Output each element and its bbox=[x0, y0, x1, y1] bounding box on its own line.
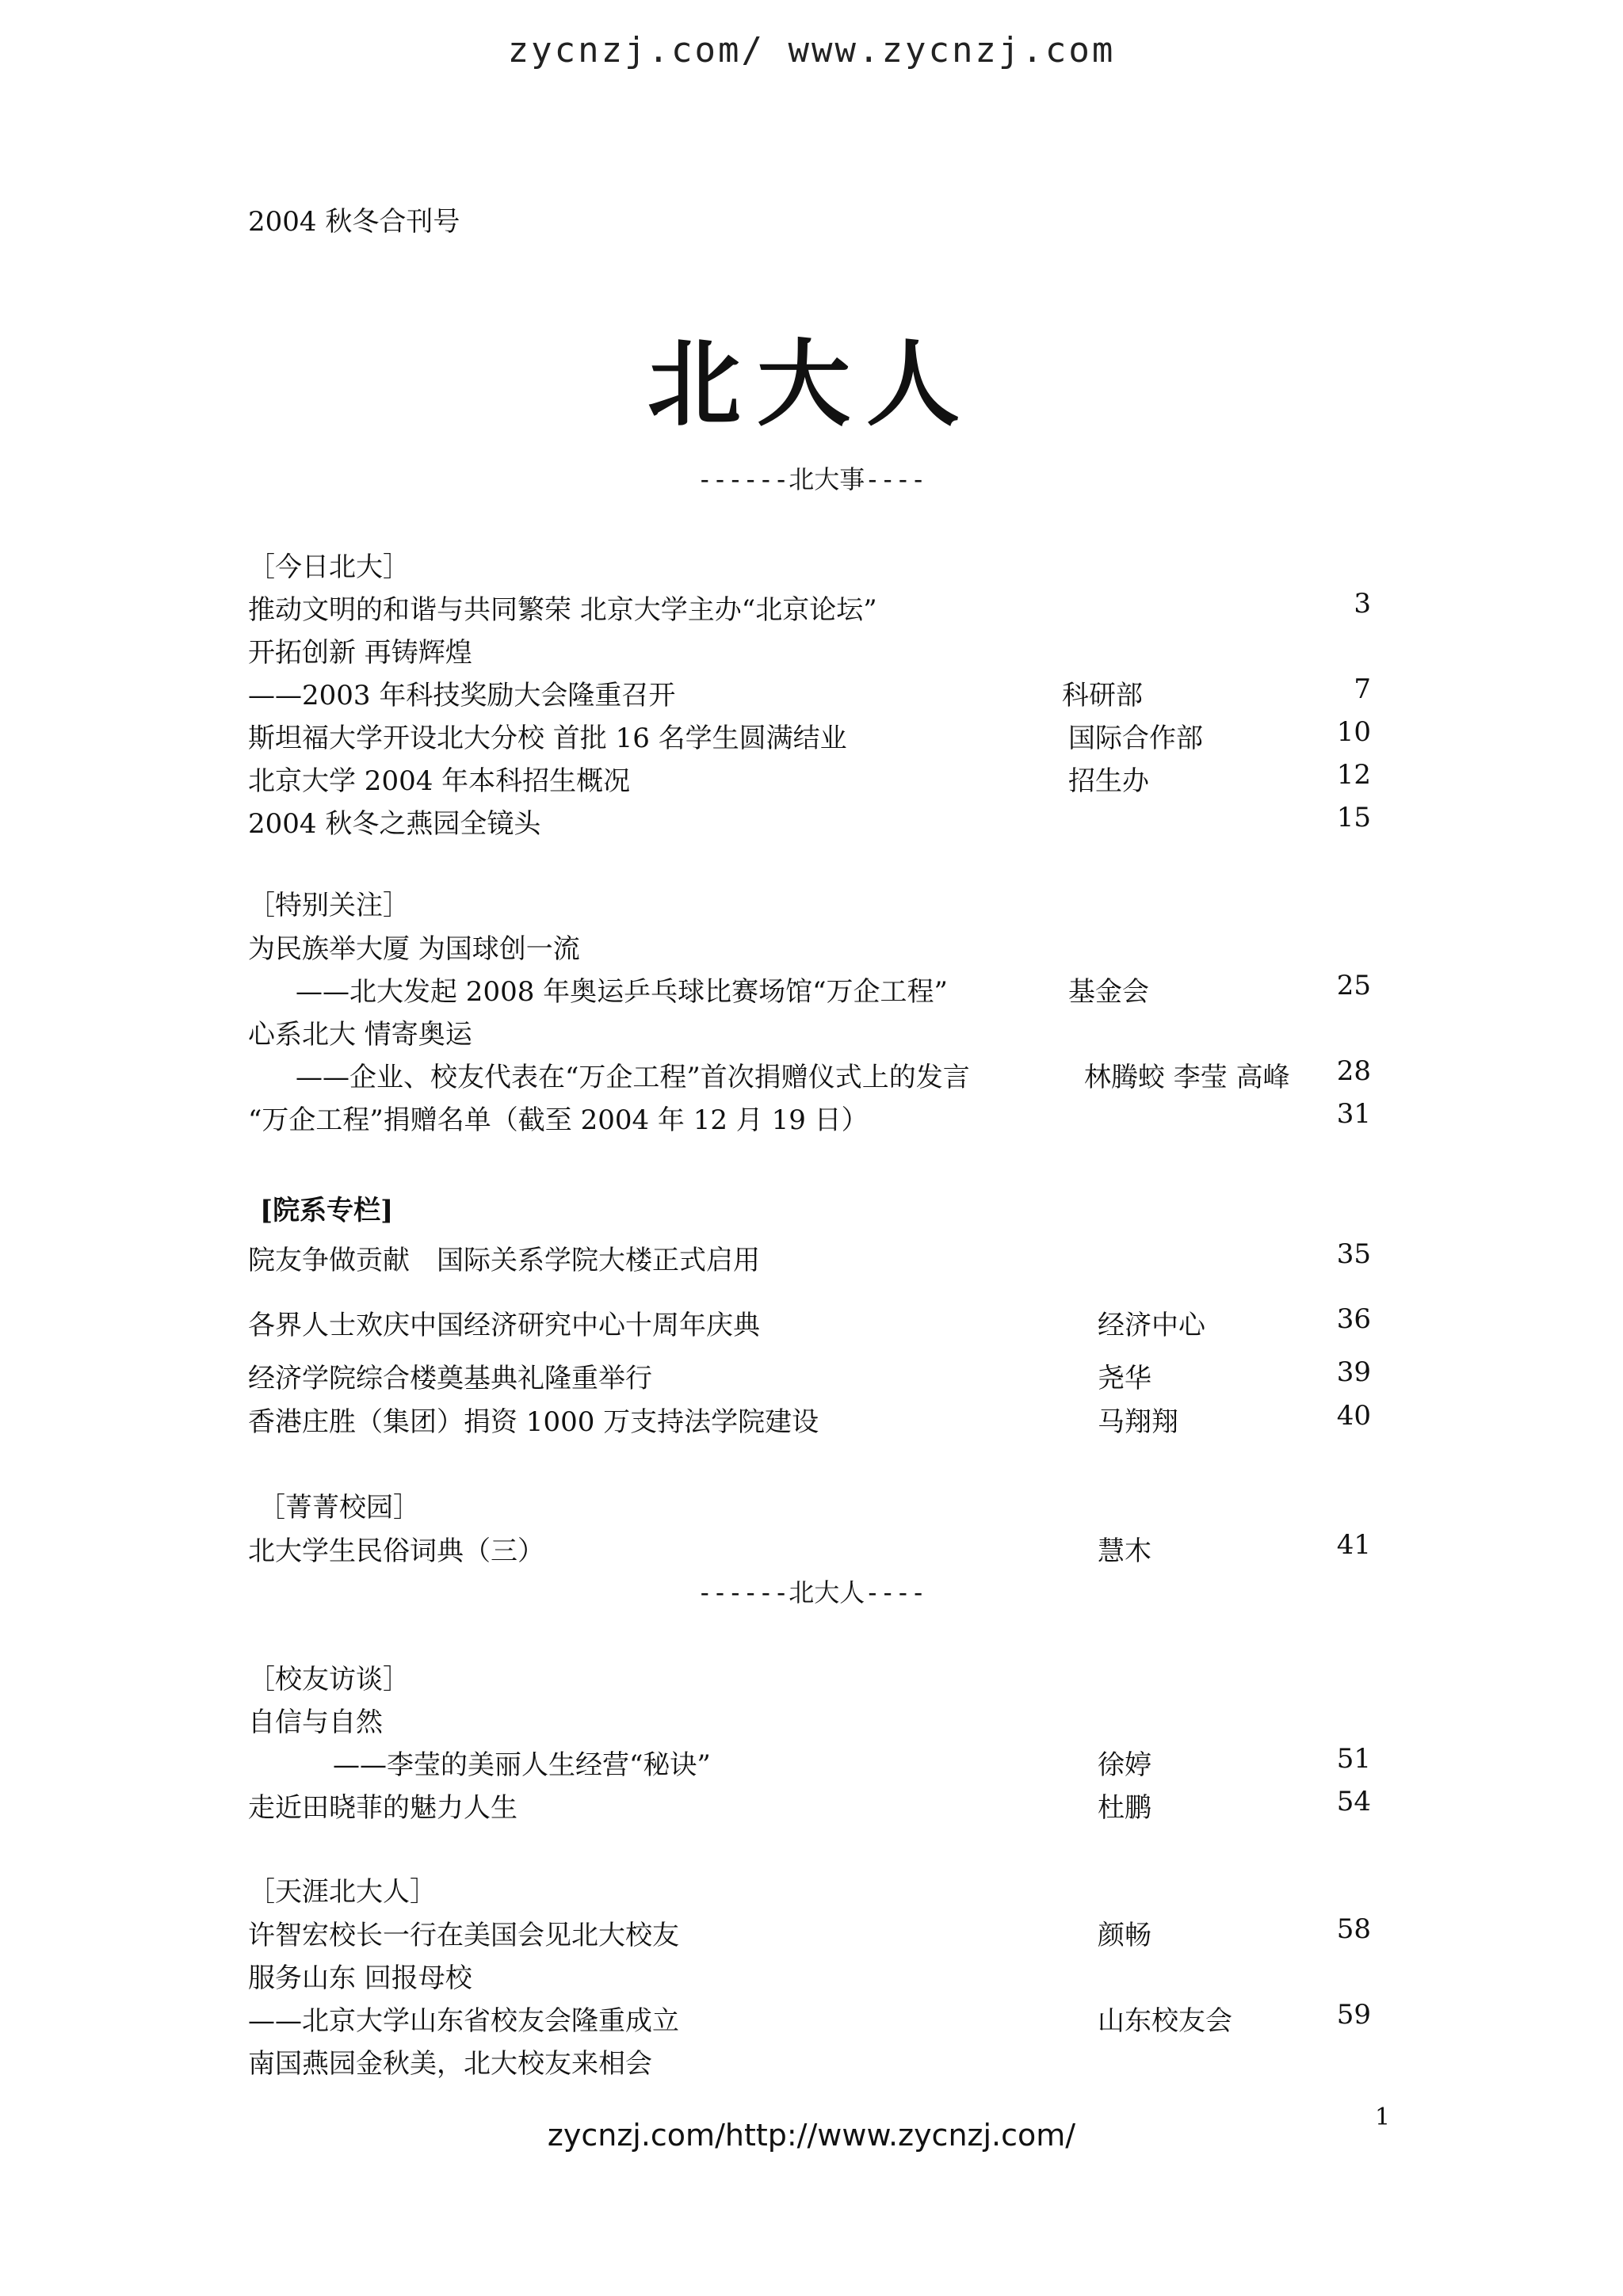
toc-entry-title: ——企业、校友代表在“万企工程”首次捐赠仪式上的发言 bbox=[296, 1062, 970, 1093]
toc-entry-page: 35 bbox=[1336, 1238, 1371, 1270]
issue-label: 2004 秋冬合刊号 bbox=[248, 206, 460, 238]
toc-entry-author: 科研部 bbox=[1062, 680, 1143, 711]
toc-entry-title: 心系北大 情寄奥运 bbox=[248, 1019, 472, 1051]
toc-entry-page: 10 bbox=[1336, 716, 1371, 748]
header-url: zycnzj.com/ www.zycnzj.com bbox=[507, 30, 1116, 71]
toc-entry-author: 杜鹏 bbox=[1098, 1792, 1151, 1824]
toc-entry-title: 服务山东 回报母校 bbox=[248, 1962, 472, 1994]
toc-entry-page: 12 bbox=[1336, 759, 1371, 791]
toc-entry-page: 58 bbox=[1336, 1913, 1371, 1945]
toc-entry-author: 林腾蛟 李莹 高峰 bbox=[1084, 1062, 1290, 1093]
toc-entry-page: 36 bbox=[1336, 1303, 1371, 1335]
toc-entry-page: 40 bbox=[1336, 1400, 1371, 1432]
divider-beida-shi: ------北大事---- bbox=[697, 464, 926, 494]
section-heading-interviews: ［校友访谈］ bbox=[248, 1664, 410, 1695]
toc-entry-title: 走近田晓菲的魅力人生 bbox=[248, 1792, 517, 1824]
toc-entry-title: 北京大学 2004 年本科招生概况 bbox=[248, 765, 631, 797]
toc-entry-author: 山东校友会 bbox=[1098, 2005, 1232, 2037]
toc-entry-title: 推动文明的和谐与共同繁荣 北京大学主办“北京论坛” bbox=[248, 594, 877, 626]
section-heading-special: ［特别关注］ bbox=[248, 890, 410, 921]
toc-entry-title: ——2003 年科技奖励大会隆重召开 bbox=[248, 680, 676, 711]
toc-entry-author: 基金会 bbox=[1068, 976, 1149, 1008]
toc-entry-title: 经济学院综合楼奠基典礼隆重举行 bbox=[248, 1363, 652, 1394]
toc-entry-page: 15 bbox=[1336, 802, 1371, 833]
toc-entry-author: 马翔翔 bbox=[1098, 1406, 1178, 1438]
toc-entry-title: 自信与自然 bbox=[248, 1707, 383, 1738]
toc-entry-title: 2004 秋冬之燕园全镜头 bbox=[248, 808, 541, 840]
toc-entry-author: 颜畅 bbox=[1098, 1920, 1151, 1951]
toc-entry-title: ——北京大学山东省校友会隆重成立 bbox=[248, 2005, 679, 2037]
toc-entry-page: 41 bbox=[1336, 1529, 1371, 1561]
toc-entry-author: 徐婷 bbox=[1098, 1749, 1151, 1781]
section-heading-campus: ［菁菁校园］ bbox=[258, 1492, 420, 1524]
toc-entry-page: 51 bbox=[1336, 1743, 1371, 1775]
toc-entry-author: 经济中心 bbox=[1098, 1310, 1205, 1341]
toc-entry-title: 南国燕园金秋美，北大校友来相会 bbox=[248, 2048, 652, 2080]
toc-entry-page: 31 bbox=[1336, 1098, 1371, 1130]
toc-entry-page: 3 bbox=[1354, 588, 1371, 620]
toc-entry-page: 39 bbox=[1336, 1356, 1371, 1388]
toc-entry-page: 7 bbox=[1354, 673, 1371, 705]
toc-entry-title: “万企工程”捐赠名单（截至 2004 年 12 月 19 日） bbox=[248, 1104, 869, 1136]
toc-entry-page: 54 bbox=[1336, 1786, 1371, 1817]
toc-entry-author: 国际合作部 bbox=[1068, 723, 1203, 754]
toc-entry-author: 慧木 bbox=[1098, 1535, 1151, 1567]
toc-entry-page: 25 bbox=[1336, 970, 1371, 1001]
toc-entry-title: 香港庄胜（集团）捐资 1000 万支持法学院建设 bbox=[248, 1406, 819, 1438]
toc-entry-title: 北大学生民俗词典（三） bbox=[248, 1535, 544, 1567]
toc-entry-author: 招生办 bbox=[1068, 765, 1149, 797]
toc-entry-title: 许智宏校长一行在美国会见北大校友 bbox=[248, 1920, 679, 1951]
toc-entry-author: 尧华 bbox=[1098, 1363, 1151, 1394]
toc-entry-title: 为民族举大厦 为国球创一流 bbox=[248, 933, 580, 965]
footer-url: zycnzj.com/http://www.zycnzj.com/ bbox=[547, 2118, 1076, 2153]
page-number: 1 bbox=[1375, 2103, 1391, 2131]
toc-entry-title: 斯坦福大学开设北大分校 首批 16 名学生圆满结业 bbox=[248, 723, 847, 754]
divider-beida-ren: ------北大人---- bbox=[697, 1577, 926, 1608]
section-heading-today: ［今日北大］ bbox=[248, 551, 410, 583]
section-heading-departments: [院系专栏] bbox=[260, 1195, 394, 1226]
section-heading-alumni-abroad: ［天涯北大人］ bbox=[248, 1876, 437, 1908]
toc-entry-title: 院友争做贡献 国际关系学院大楼正式启用 bbox=[248, 1245, 760, 1276]
toc-entry-title: ——北大发起 2008 年奥运乒乓球比赛场馆“万企工程” bbox=[296, 976, 948, 1008]
toc-entry-page: 59 bbox=[1336, 1999, 1371, 2031]
magazine-title: 北大人 bbox=[647, 330, 976, 439]
toc-entry-page: 28 bbox=[1336, 1055, 1371, 1087]
toc-entry-title: 开拓创新 再铸辉煌 bbox=[248, 637, 472, 669]
toc-entry-title: 各界人士欢庆中国经济研究中心十周年庆典 bbox=[248, 1310, 760, 1341]
toc-entry-title: ——李莹的美丽人生经营“秘诀” bbox=[333, 1749, 711, 1781]
